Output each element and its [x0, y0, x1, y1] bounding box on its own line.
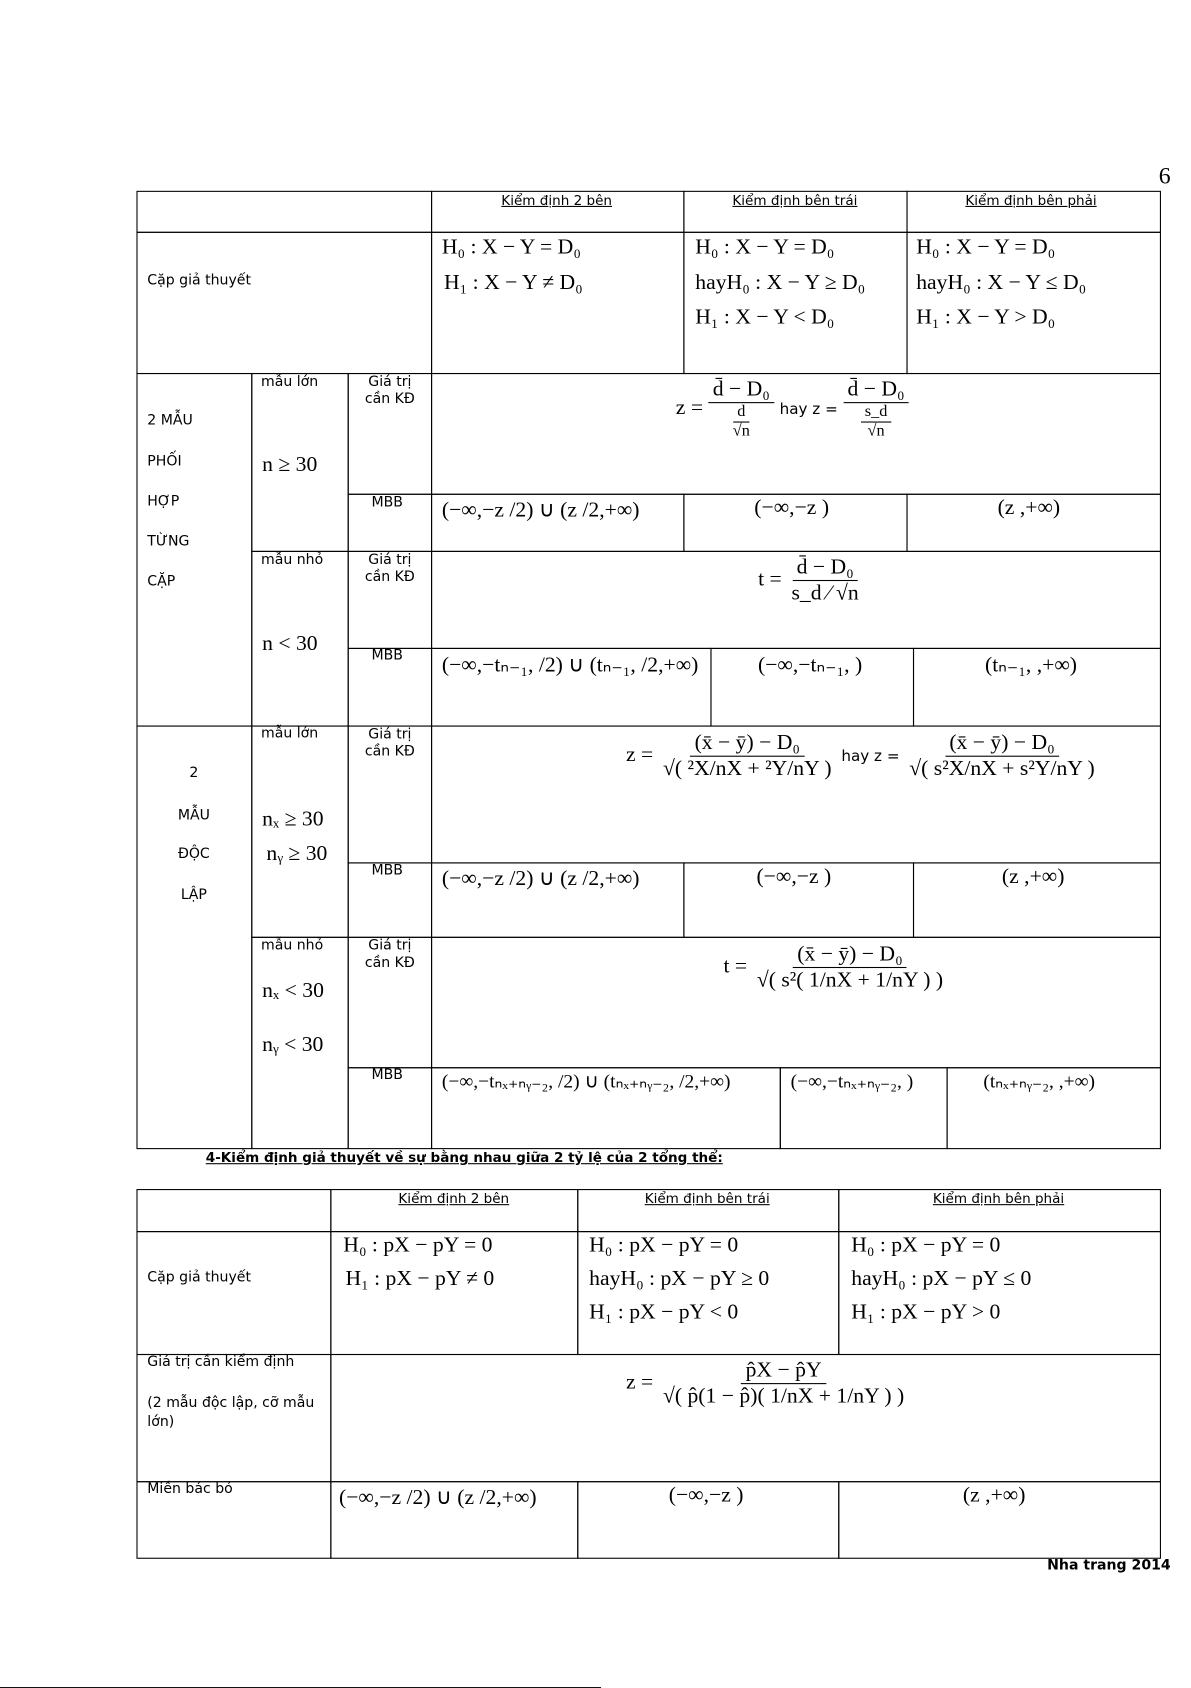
stat-label: Giá trị cần KĐ — [364, 937, 415, 972]
stat-label-note: (2 mẫu độc lập, cỡ mẫu — [147, 1394, 315, 1412]
rejection-region-right: (z ,+∞) — [997, 495, 1061, 520]
group-label-line: MẪU — [177, 807, 210, 824]
section-heading: 4-Kiểm định giả thuyết về sự bằng nhau giữa 2 tỷ lệ của 2 tổng thể: — [205, 1149, 723, 1166]
group-label-line: PHỐI — [147, 453, 182, 471]
formula-part: d — [733, 403, 750, 422]
rejection-region-two-sided: (−∞,−tₙₓ₊ₙᵧ₋₂, /2) ∪ (tₙₓ₊ₙᵧ₋₂, /2,+∞) — [441, 1070, 731, 1093]
small-sample-condition-y: nᵧ < 30 — [262, 1032, 324, 1057]
table-cell — [136, 1231, 331, 1355]
formula-part: d̄ − D₀ — [843, 377, 909, 403]
rejection-region-two-sided: (−∞,−tₙ₋₁, /2) ∪ (tₙ₋₁, /2,+∞) — [441, 653, 699, 677]
independent-t-formula — [723, 942, 947, 993]
small-sample-condition: n < 30 — [262, 631, 318, 656]
formula-part: d̄ − D₀ — [792, 555, 858, 581]
rejection-region-two-sided: (−∞,−z /2) ∪ (z /2,+∞) — [441, 498, 640, 522]
formula-part: z = — [625, 1370, 654, 1394]
header-right-tailed: Kiểm định bên phải — [932, 1190, 1065, 1207]
formula-part: s_d — [860, 403, 891, 422]
stat-label: Giá trị cần kiểm định — [147, 1353, 295, 1371]
table-cell — [136, 1189, 331, 1232]
formula-part: hay z = — [841, 748, 900, 766]
small-sample-condition-x: nₓ < 30 — [262, 978, 324, 1003]
rejection-region-two-sided: (−∞,−z /2) ∪ (z /2,+∞) — [441, 866, 640, 891]
formula-part: t = — [758, 567, 782, 591]
table-cell — [136, 191, 432, 233]
formula-part — [659, 1358, 909, 1409]
rejection-region-right: (tₙₓ₊ₙᵧ₋₂, ,+∞) — [983, 1070, 1096, 1093]
mbb-label: MBB — [371, 494, 403, 511]
header-right-tailed: Kiểm định bên phải — [965, 191, 1097, 209]
hypothesis-h0-alt: hayH₀ : X − Y ≥ D₀ — [695, 270, 866, 295]
proportion-z-formula — [626, 1358, 909, 1409]
hypothesis-h0: H₀ : X − Y = D₀ — [695, 235, 835, 259]
formula-part — [856, 403, 896, 441]
hypothesis-h0: H₀ : pX − pY = 0 — [343, 1233, 493, 1257]
header-two-sided: Kiểm định 2 bên — [501, 191, 613, 209]
formula-part: d̄ − D₀ — [708, 377, 774, 403]
formula-part: t = — [723, 954, 748, 978]
formula-part: (x̄ − ȳ) − D₀ — [690, 731, 804, 757]
hypothesis-h0: H₀ : pX − pY = 0 — [851, 1233, 1001, 1257]
formula-part — [905, 731, 1099, 782]
hypothesis-label: Cặp giả thuyết — [147, 1269, 252, 1287]
formula-part — [728, 403, 754, 441]
header-left-tailed: Kiểm định bên trái — [732, 191, 858, 209]
group-label-line: 2 — [189, 765, 199, 782]
large-sample-condition-x: nₓ ≥ 30 — [262, 807, 324, 832]
table-cell — [136, 725, 252, 1149]
group-label-line: LẬP — [180, 887, 207, 904]
formula-part: z = — [675, 395, 704, 420]
formula-part: z = — [625, 742, 654, 767]
hypothesis-h1: H₁ : pX − pY > 0 — [851, 1300, 1001, 1324]
small-sample-label: mẫu nhỏ — [261, 551, 324, 569]
page-number: 6 — [1158, 161, 1171, 189]
large-sample-condition: n ≥ 30 — [262, 452, 318, 477]
rejection-region-left: (−∞,−z ) — [754, 495, 830, 520]
hypothesis-h0: H₀ : X − Y = D₀ — [916, 235, 1056, 259]
mbb-label: MBB — [371, 647, 403, 665]
small-sample-label: mẫu nhỏ — [261, 937, 324, 955]
stat-label: Giá trị cần KĐ — [364, 726, 415, 760]
rejection-region-right: (tₙ₋₁, ,+∞) — [985, 653, 1078, 677]
rejection-region-right: (z ,+∞) — [962, 1483, 1026, 1508]
hypothesis-h1: H₁ : X − Y ≠ D₀ — [444, 270, 583, 295]
rejection-region-right: (z ,+∞) — [1001, 864, 1065, 889]
rejection-region-left: (−∞,−tₙ₋₁, ) — [757, 653, 863, 677]
paired-z-formula — [676, 377, 909, 441]
large-sample-condition-y: nᵧ ≥ 30 — [266, 841, 328, 866]
formula-part: √( s²( 1/nX + 1/nY ) ) — [756, 968, 944, 992]
large-sample-label: mẫu lớn — [261, 725, 319, 742]
formula-part: hay z = — [779, 401, 838, 419]
hypothesis-h1: H₁ : X − Y < D₀ — [695, 305, 835, 329]
formula-part — [787, 555, 863, 606]
hypothesis-label: Cặp giả thuyết — [147, 272, 252, 289]
hypothesis-h1: H₁ : pX − pY ≠ 0 — [345, 1266, 495, 1291]
hypothesis-h1: H₁ : X − Y > D₀ — [916, 305, 1056, 329]
hypothesis-h0-alt: hayH₀ : pX − pY ≤ 0 — [851, 1266, 1032, 1291]
group-label-line: CẶP — [147, 573, 176, 590]
formula-part: √( ²X/nX + ²Y/nY ) — [662, 756, 832, 781]
group-label-line: TỪNG — [147, 533, 190, 550]
rejection-region-left: (−∞,−tₙₓ₊ₙᵧ₋₂, ) — [790, 1070, 914, 1093]
rejection-region-left: (−∞,−z ) — [756, 864, 832, 889]
paired-t-formula — [758, 555, 863, 606]
hypothesis-h1: H₁ : pX − pY < 0 — [589, 1300, 739, 1324]
hypothesis-h0-alt: hayH₀ : X − Y ≤ D₀ — [916, 270, 1087, 295]
formula-part: √n — [867, 422, 885, 440]
formula-part — [843, 377, 909, 441]
large-sample-label: mẫu lớn — [261, 374, 319, 391]
mbb-label: MBB — [371, 862, 403, 879]
formula-part: (x̄ − ȳ) − D₀ — [945, 731, 1059, 757]
header-two-sided: Kiểm định 2 bên — [398, 1190, 510, 1207]
formula-part — [724, 403, 758, 441]
group-label-line: ĐỘC — [177, 846, 210, 863]
mbb-label: MBB — [371, 1067, 403, 1084]
formula-part: s_d ⁄ √n — [791, 581, 859, 605]
formula-part: √( s²X/nX + s²Y/nY ) — [909, 756, 1095, 781]
group-label-line: 2 MẪU — [147, 412, 193, 430]
rejection-region-two-sided: (−∞,−z /2) ∪ (z /2,+∞) — [338, 1485, 537, 1510]
formula-part: √( p̂(1 − p̂)( 1/nX + 1/nY ) ) — [662, 1384, 905, 1408]
stat-label: Giá trị cần KĐ — [364, 551, 415, 586]
hypothesis-h0: H₀ : pX − pY = 0 — [589, 1233, 739, 1257]
formula-part — [753, 942, 948, 993]
header-left-tailed: Kiểm định bên trái — [644, 1190, 770, 1207]
formula-part — [860, 403, 891, 441]
formula-part: √n — [732, 422, 750, 440]
formula-part: p̂X − p̂Y — [741, 1358, 826, 1384]
stat-label: Giá trị cần KĐ — [364, 374, 415, 408]
rejection-label: Miền bác bỏ — [147, 1481, 233, 1498]
independent-z-formula — [626, 731, 1099, 782]
hypothesis-h0-alt: hayH₀ : pX − pY ≥ 0 — [589, 1266, 770, 1291]
rejection-region-left: (−∞,−z ) — [668, 1483, 744, 1508]
formula-part — [708, 377, 774, 441]
formula-part — [659, 731, 836, 782]
stat-label-note: lớn) — [147, 1414, 175, 1431]
group-label-line: HỢP — [147, 493, 180, 510]
hypothesis-h0: H₀ : X − Y = D₀ — [441, 235, 581, 259]
table-cell — [136, 232, 432, 374]
formula-part: (x̄ − ȳ) − D₀ — [793, 942, 907, 968]
footer-text: Nha trang 2014 — [1047, 1557, 1171, 1574]
